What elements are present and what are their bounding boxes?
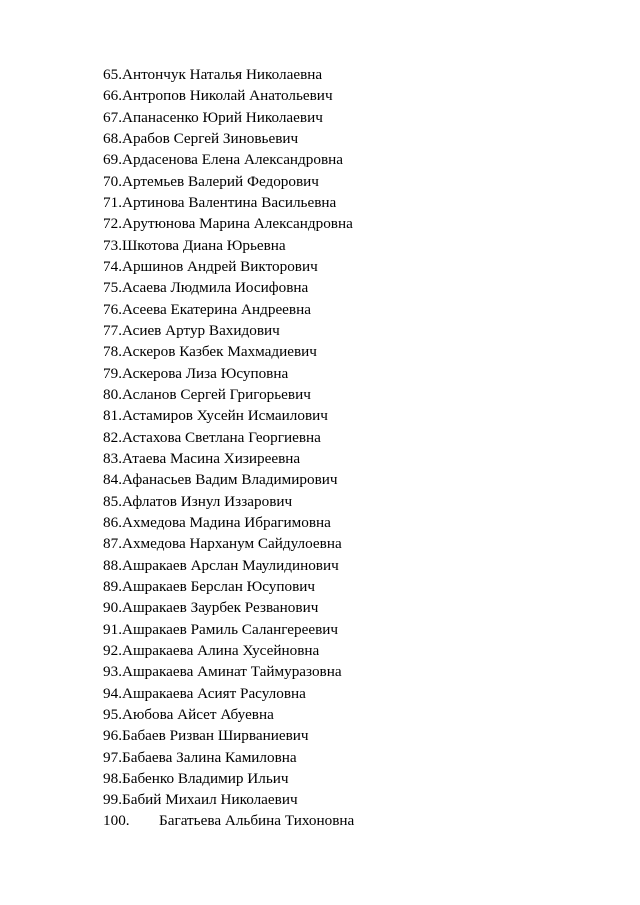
list-item <box>103 619 354 640</box>
item-number: 86. <box>103 513 122 531</box>
list-item <box>103 725 354 746</box>
item-name: Асланов Сергей Григорьевич <box>121 385 311 403</box>
item-name: Ашракаев Заурбек Резванович <box>121 599 319 617</box>
item-name: Атаева Масина Хизиреевна <box>121 449 301 467</box>
item-name: Ашракаева Аминат Таймуразовна <box>121 663 342 681</box>
item-name: Бабий Михаил Николаевич <box>121 791 298 809</box>
list-item <box>103 192 354 213</box>
item-name: Асаева Людмила Иосифовна <box>121 279 309 297</box>
item-number: 74. <box>103 257 122 275</box>
item-number: 71. <box>103 193 122 211</box>
item-number: 68. <box>103 129 122 147</box>
item-number: 85. <box>103 492 122 510</box>
list-item <box>103 107 354 128</box>
item-name: Асеева Екатерина Андреевна <box>121 300 311 318</box>
item-number: 78. <box>103 343 122 361</box>
list-item <box>103 597 354 618</box>
item-name: Антропов Николай Анатольевич <box>121 87 333 105</box>
item-number: 100. <box>103 812 130 830</box>
item-number: 95. <box>103 705 122 723</box>
item-name: Ашракаева Алина Хусейновна <box>121 641 320 659</box>
item-number: 70. <box>103 172 122 190</box>
item-number: 67. <box>103 108 122 126</box>
item-name: Бабаева Залина Камиловна <box>121 748 297 766</box>
list-item <box>103 277 354 298</box>
item-number: 72. <box>103 215 122 233</box>
list-item <box>103 299 354 320</box>
item-name: Афанасьев Вадим Владимирович <box>121 471 338 489</box>
list-item <box>103 405 354 426</box>
item-number: 96. <box>103 727 122 745</box>
list-item <box>103 747 354 768</box>
item-name: Асиев Артур Вахидович <box>121 321 280 339</box>
list-item <box>103 384 354 405</box>
item-name: Арабов Сергей Зиновьевич <box>121 129 299 147</box>
item-name: Ардасенова Елена Александровна <box>121 151 344 169</box>
item-number: 73. <box>103 236 122 254</box>
item-number: 65. <box>103 66 122 83</box>
item-name: Астахова Светлана Георгиевна <box>121 428 321 446</box>
item-name: Аюбова Айсет Абуевна <box>121 705 274 723</box>
item-name: Ахмедова Мадина Ибрагимовна <box>121 513 331 531</box>
item-number: 84. <box>103 471 122 489</box>
item-name: Ашракаев Берслан Юсупович <box>121 577 316 595</box>
item-number: 92. <box>103 641 122 659</box>
item-number: 94. <box>103 684 122 702</box>
item-name: Аскерова Лиза Юсуповна <box>121 364 289 382</box>
list-item <box>103 363 354 384</box>
item-name: Багатьева Альбина Тихоновна <box>159 812 355 830</box>
list-item <box>103 213 354 234</box>
item-number: 91. <box>103 620 122 638</box>
item-number: 83. <box>103 449 122 467</box>
item-name: Ашракаев Рамиль Салангереевич <box>121 620 339 638</box>
list-item <box>103 810 354 831</box>
list-item <box>103 789 354 810</box>
item-name: Артемьев Валерий Федорович <box>121 172 319 190</box>
list-item <box>103 768 354 789</box>
item-name: Ахмедова Нарханум Сайдулоевна <box>121 535 342 553</box>
list-item <box>103 512 354 533</box>
item-number: 93. <box>103 663 122 681</box>
item-number: 81. <box>103 407 122 425</box>
item-name: Бабаев Ризван Ширваниевич <box>121 727 309 745</box>
item-number: 69. <box>103 151 122 169</box>
item-number: 79. <box>103 364 122 382</box>
list-item <box>103 533 354 554</box>
list-item <box>103 171 354 192</box>
item-number: 88. <box>103 556 122 574</box>
list-item <box>103 341 354 362</box>
list-item <box>103 576 354 597</box>
item-name: Бабенко Владимир Ильич <box>121 769 289 787</box>
list-item <box>103 555 354 576</box>
item-number: 99. <box>103 791 122 809</box>
item-name: Шкотова Диана Юрьевна <box>121 236 286 254</box>
item-name: Ашракаев Арслан Маулидинович <box>121 556 339 574</box>
item-name: Афлатов Изнул Иззарович <box>121 492 293 510</box>
item-number: 98. <box>103 769 122 787</box>
list-item <box>103 448 354 469</box>
item-name: Арутюнова Марина Александровна <box>121 215 353 233</box>
item-number: 87. <box>103 535 122 553</box>
item-number: 89. <box>103 577 122 595</box>
list-item <box>103 640 354 661</box>
item-number: 66. <box>103 87 122 105</box>
list-item <box>103 427 354 448</box>
item-number: 82. <box>103 428 122 446</box>
item-number: 97. <box>103 748 122 766</box>
item-name: Аскеров Казбек Махмадиевич <box>121 343 317 361</box>
item-name: Аршинов Андрей Викторович <box>121 257 318 275</box>
item-name: Ашракаева Асият Расуловна <box>121 684 306 702</box>
item-name: Антончук Наталья Николаевна <box>121 66 323 83</box>
item-number: 80. <box>103 385 122 403</box>
list-item <box>103 256 354 277</box>
list-item <box>103 661 354 682</box>
item-name: Астамиров Хусейн Исмаилович <box>121 407 328 425</box>
list-item <box>103 85 354 106</box>
list-item <box>103 683 354 704</box>
item-name: Артинова Валентина Васильевна <box>121 193 337 211</box>
item-number: 75. <box>103 279 122 297</box>
list-item <box>103 235 354 256</box>
list-item <box>103 320 354 341</box>
list-item <box>103 128 354 149</box>
names-list <box>103 64 354 832</box>
item-name: Апанасенко Юрий Николаевич <box>121 108 323 126</box>
list-item <box>103 149 354 170</box>
list-item <box>103 491 354 512</box>
list-item <box>103 704 354 725</box>
list-item <box>103 469 354 490</box>
list-item <box>103 64 354 85</box>
item-number: 77. <box>103 321 122 339</box>
item-number: 90. <box>103 599 122 617</box>
item-number: 76. <box>103 300 122 318</box>
